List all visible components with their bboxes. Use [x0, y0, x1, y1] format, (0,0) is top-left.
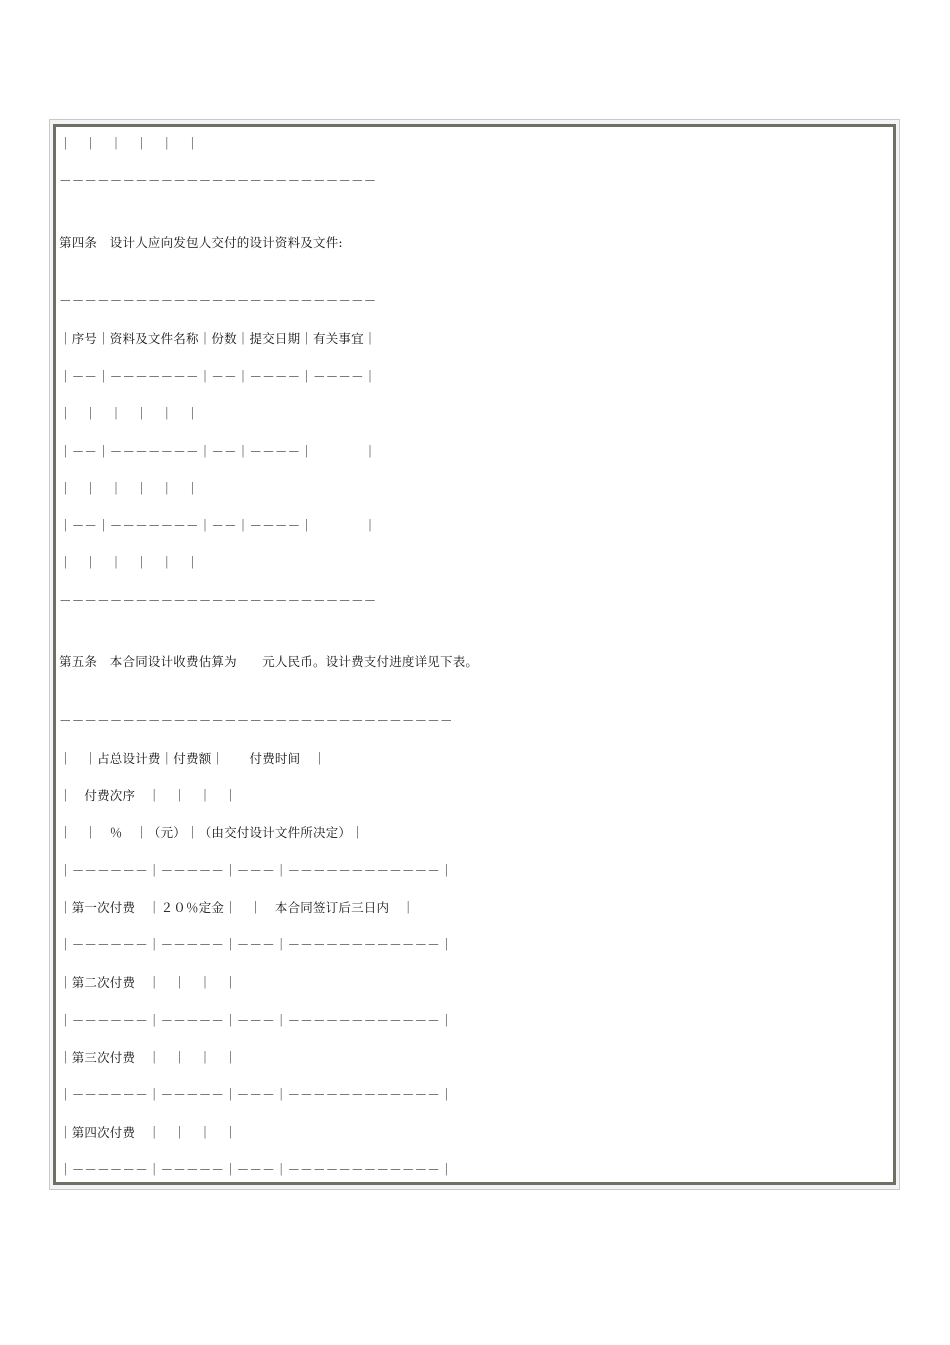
- table-row: ｜第二次付费 ｜ ｜ ｜ ｜: [59, 975, 237, 990]
- table-row: ｜－－－－－－｜－－－－－｜－－－｜－－－－－－－－－－－－｜: [59, 1013, 453, 1028]
- table-row: ｜－－｜－－－－－－－｜－－｜－－－－｜－－－－｜: [59, 369, 377, 384]
- table-header-row: ｜ 付费次序 ｜ ｜ ｜ ｜: [59, 788, 237, 803]
- table-row: ｜ ｜ ｜ ｜ ｜ ｜: [59, 481, 199, 496]
- table-header-row: ｜序号｜资料及文件名称｜份数｜提交日期｜有关事宜｜: [59, 331, 377, 346]
- document-frame: [49, 119, 900, 1190]
- table-rule: －－－－－－－－－－－－－－－－－－－－－－－－－－－－－－－: [59, 713, 453, 728]
- table-row: ｜－－－－－－｜－－－－－｜－－－｜－－－－－－－－－－－－｜: [59, 863, 453, 878]
- table-row: ｜－－｜－－－－－－－｜－－｜－－－－｜ ｜: [59, 444, 377, 459]
- table-rule: －－－－－－－－－－－－－－－－－－－－－－－－－: [59, 173, 377, 188]
- article-5-heading: 第五条 本合同设计收费估算为 元人民币。设计费支付进度详见下表。: [59, 654, 479, 669]
- document-content: [53, 124, 896, 1185]
- table-row: ｜第一次付费 ｜２０％定金｜ ｜ 本合同签订后三日内 ｜: [59, 900, 415, 915]
- table-row: ｜ ｜ ｜ ｜ ｜ ｜: [59, 136, 199, 151]
- table-row: ｜第三次付费 ｜ ｜ ｜ ｜: [59, 1050, 237, 1065]
- table-header-row: ｜ ｜占总设计费｜付费额｜ 付费时间 ｜: [59, 751, 326, 766]
- table-row: ｜－－－－－－｜－－－－－｜－－－｜－－－－－－－－－－－－｜: [59, 1087, 453, 1102]
- table-rule: －－－－－－－－－－－－－－－－－－－－－－－－－: [59, 593, 377, 608]
- table-rule: －－－－－－－－－－－－－－－－－－－－－－－－－: [59, 293, 377, 308]
- table-row: ｜－－｜－－－－－－－｜－－｜－－－－｜ ｜: [59, 518, 377, 533]
- table-row: ｜ ｜ ｜ ｜ ｜ ｜: [59, 406, 199, 421]
- table-row: ｜－－－－－－｜－－－－－｜－－－｜－－－－－－－－－－－－｜: [59, 937, 453, 952]
- article-4-heading: 第四条 设计人应向发包人交付的设计资料及文件:: [59, 235, 343, 250]
- table-row: ｜－－－－－－｜－－－－－｜－－－｜－－－－－－－－－－－－｜: [59, 1162, 453, 1177]
- table-row: ｜ ｜ ｜ ｜ ｜ ｜: [59, 555, 199, 570]
- table-row: ｜第四次付费 ｜ ｜ ｜ ｜: [59, 1125, 237, 1140]
- table-header-row: ｜ ｜ ％ ｜（元）｜（由交付设计文件所决定）｜: [59, 825, 364, 840]
